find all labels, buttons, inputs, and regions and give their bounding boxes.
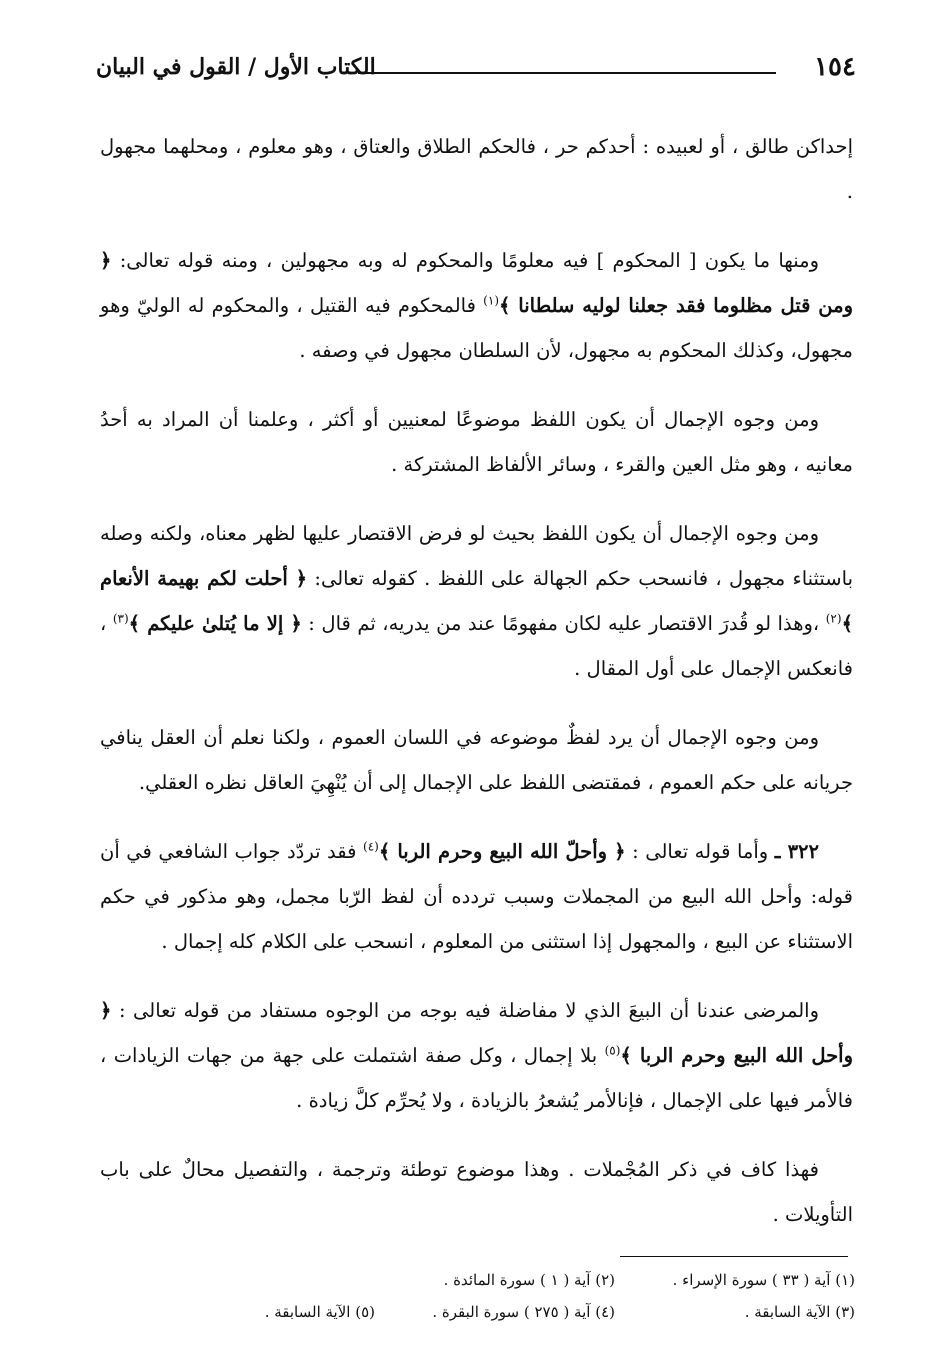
footnote-row bbox=[110, 1296, 855, 1328]
footnote-reference: (٥) bbox=[604, 1043, 621, 1058]
footnote-reference: (٣) bbox=[112, 611, 129, 626]
running-header bbox=[96, 52, 856, 92]
footnote-rule bbox=[620, 1256, 848, 1257]
footnote-reference: (٤) bbox=[363, 839, 379, 854]
quranic-verse: ﴿ إلا ما يُتلىٰ عليكم ﴾ bbox=[128, 612, 302, 635]
paragraph bbox=[100, 238, 853, 373]
paragraph-text: والمرضى عندنا أن البيعَ الذي لا مفاضلة فيه بوجه من الوجوه مستفاد من قوله تعالى : bbox=[111, 999, 819, 1022]
paragraph bbox=[100, 829, 853, 964]
paragraph-text: ومن وجوه الإجمال أن يكون اللفظ موضوعًا لمعنيين أو أكثر ، وعلمنا أن المراد به أحدُ معانيه ، وهو مثل العين والقرء ، وسائر الألفاظ المشتركة . bbox=[100, 408, 853, 476]
footnotes bbox=[110, 1264, 855, 1328]
paragraph-text: ، فانعكس الإجمال على أول المقال . bbox=[100, 612, 853, 680]
paragraph-text: فقد تردّد جواب الشافعي في أن قوله: وأحل الله البيع من المجملات وسبب تردده أن لفظ الرّبا مجمل، وهو مذكور في حكم الاستثناء عن البيع ، والمجهول إذا استثنى من المعلوم ، انسحب على الكلام كله إجمال . bbox=[100, 840, 853, 953]
paragraph-text: وأما قوله تعالى : bbox=[625, 840, 775, 863]
footnote: (٥) الآية السابقة . bbox=[264, 1303, 375, 1321]
footnote-reference: (١) bbox=[483, 293, 499, 308]
footnote-reference: (٢) bbox=[825, 611, 842, 626]
footnote-row bbox=[110, 1264, 855, 1296]
footnote: (٣) الآية السابقة . bbox=[744, 1303, 855, 1321]
page-body bbox=[100, 124, 853, 1261]
paragraph-text: فالمحكوم فيه القتيل ، والمحكوم له الوليّ وهو مجهول، وكذلك المحكوم به مجهول، لأن السلطان مجهول في وصفه . bbox=[100, 294, 853, 362]
quranic-verse: ﴿ ومن قتل مظلوما فقد جعلنا لوليه سلطانا ﴾ bbox=[100, 249, 854, 317]
header-rule bbox=[358, 72, 776, 74]
footnote: (٢) آية ( ١ ) سورة المائدة . bbox=[443, 1271, 615, 1289]
quranic-verse: ﴿ وأحل الله البيع وحرم الربا ﴾ bbox=[100, 999, 854, 1067]
paragraph bbox=[100, 124, 853, 214]
paragraph-text: إحداكن طالق ، أو لعبيده : أحدكم حر ، فالحكم الطلاق والعتاق ، وهو معلوم ، ومحلهما مجهول . bbox=[100, 135, 853, 203]
paragraph bbox=[100, 397, 853, 487]
paragraph bbox=[100, 511, 853, 691]
page-number: ١٥٤ bbox=[814, 52, 856, 82]
paragraph-text: فهذا كاف في ذكر المُجْملات . وهذا موضوع توطئة وترجمة ، والتفصيل محالٌ على باب التأويلات . bbox=[100, 1158, 853, 1226]
section-number: ٣٢٢ ـ bbox=[774, 840, 819, 863]
footnote: (٤) آية ( ٢٧٥ ) سورة البقرة . bbox=[432, 1303, 615, 1321]
paragraph-text: ومنها ما يكون [ المحكوم ] فيه معلومًا والمحكوم له وبه مجهولين ، ومنه قوله تعالى: bbox=[111, 249, 819, 272]
running-title: الكتاب الأول / القول في البيان bbox=[96, 54, 376, 80]
paragraph bbox=[100, 988, 853, 1123]
footnote: (١) آية ( ٣٣ ) سورة الإسراء . bbox=[672, 1271, 855, 1289]
paragraph bbox=[100, 715, 853, 805]
quranic-verse: ﴿ وأحلّ الله البيع وحرم الربا ﴾ bbox=[378, 840, 626, 863]
paragraph-text: ومن وجوه الإجمال أن يكون اللفظ بحيث لو فرض الاقتصار عليها لظهر معناه، ولكنه وصله باستثناء مجهول ، فانسحب حكم الجهالة على اللفظ . كقوله تعالى: bbox=[100, 522, 853, 590]
paragraph-text: ومن وجوه الإجمال أن يرد لفظٌ موضوعه في اللسان العموم ، ولكنا نعلم أن العقل ينافي جريانه على حكم العموم ، فمقتضى اللفظ على الإجمال إلى أن يُنْهِيَ العاقل نظره العقلي. bbox=[100, 726, 853, 794]
paragraph bbox=[100, 1147, 853, 1237]
quranic-verse: ﴿ أحلت لكم بهيمة الأنعام ﴾ bbox=[100, 567, 853, 635]
paragraph-text: ،وهذا لو قُدرَ الاقتصار عليه لكان مفهومًا عند من يدريه، ثم قال : bbox=[301, 612, 826, 635]
paragraph-text: بلا إجمال ، وكل صفة اشتملت على جهة من جهات الزيادات ، فالأمر فيها على الإجمال ، فإنالأمر يُشعرُ بالزيادة ، ولا يُحرِّم كلَّ زيادة . bbox=[100, 1044, 853, 1112]
